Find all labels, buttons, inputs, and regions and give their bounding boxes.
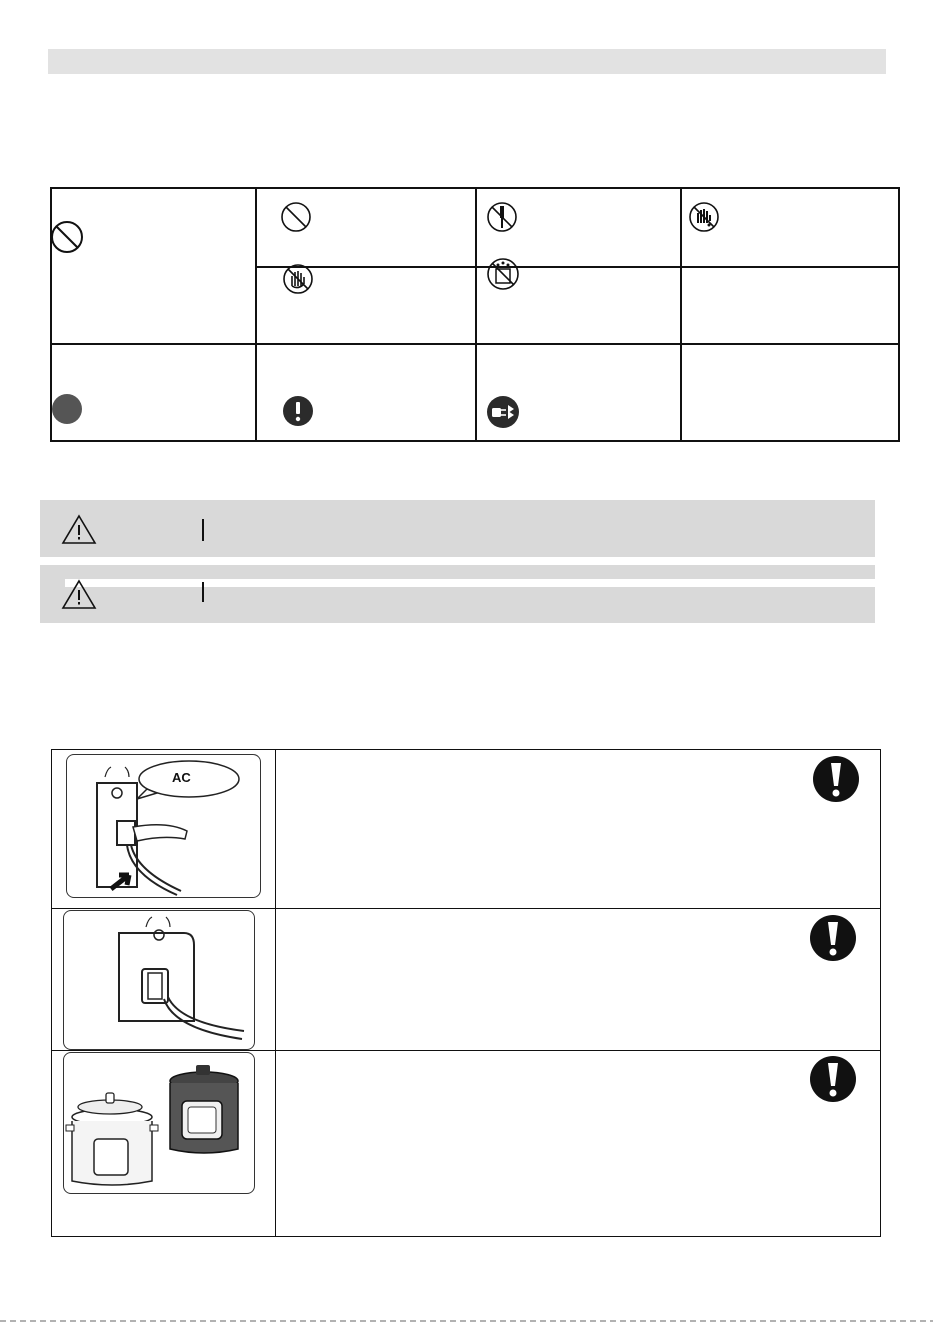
instruction-table xyxy=(51,749,881,1237)
mandatory-icon xyxy=(808,1054,858,1104)
warning-bar xyxy=(40,500,875,557)
no-disassemble-icon xyxy=(486,201,518,233)
no-water-icon xyxy=(486,257,520,291)
unplug-icon xyxy=(486,395,520,429)
no-wet-hands-icon xyxy=(688,201,720,233)
mandatory-icon xyxy=(808,913,858,963)
symbol-legend-table xyxy=(50,187,900,442)
pressure-cookers-illustration xyxy=(63,1052,255,1194)
caution-bar xyxy=(40,565,875,623)
no-touch-icon xyxy=(282,263,314,295)
mandatory-circle-icon xyxy=(50,392,84,426)
ac-bubble-label: AC xyxy=(172,770,191,785)
mandatory-icon xyxy=(282,395,314,427)
section-header-bar xyxy=(48,49,886,74)
mandatory-icon xyxy=(811,754,861,804)
caution-triangle-icon xyxy=(61,579,97,610)
warning-triangle-icon xyxy=(61,514,97,545)
page-bottom-edge xyxy=(0,1318,933,1324)
plug-inserted-illustration xyxy=(63,910,255,1050)
wall-outlet-plug-illustration xyxy=(66,754,261,898)
prohibited-icon xyxy=(280,201,312,233)
prohibited-icon xyxy=(50,220,84,254)
